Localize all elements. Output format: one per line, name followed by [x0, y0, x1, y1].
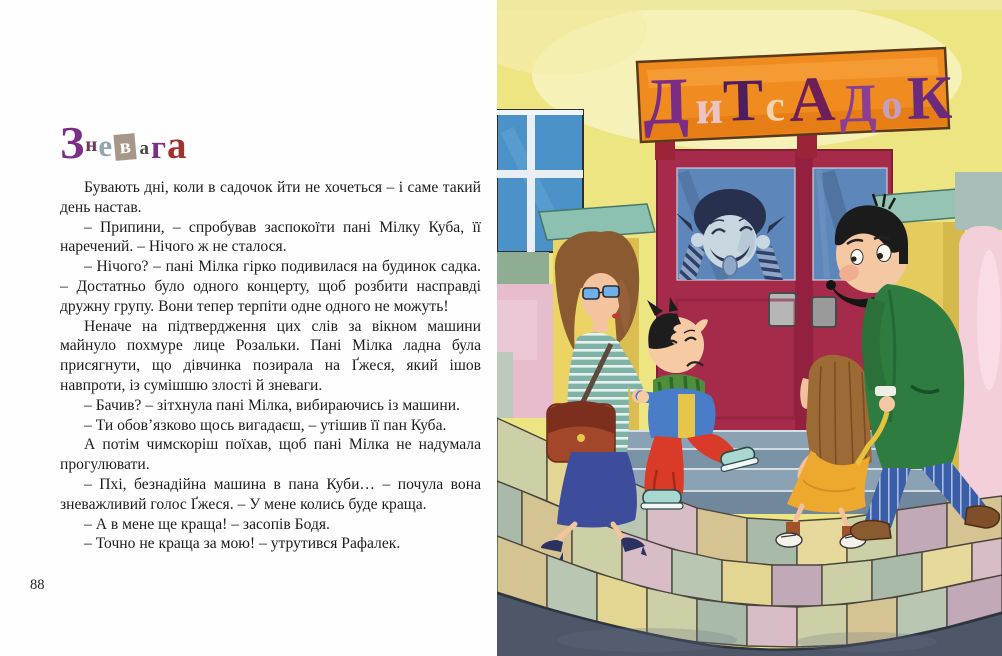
title-letter: а	[139, 138, 149, 159]
paragraph: Бувають дні, коли в садочок йти не хочеться – і саме такий день настав.	[60, 179, 481, 216]
chapter-title	[60, 117, 481, 168]
door-handle	[769, 293, 796, 326]
sign-letter: о	[880, 82, 903, 129]
paragraph: А потім чимскоріш поїхав, щоб пані Мілка не надумала прогулювати.	[60, 436, 481, 474]
boot	[851, 521, 891, 540]
sign-letter: с	[764, 81, 786, 131]
paragraph: – Нічого? – пані Мілка гірко подивилася на будинок садка. – Достатньо було одного концерту, щоб розбити насправді дружну групу. Вони тепер терпіти одне одного не можуть!	[60, 258, 481, 315]
paragraph: – Бачив? – зітхнула пані Мілка, вибираючись із машини.	[84, 396, 460, 414]
right-page	[497, 0, 1002, 656]
paragraph: – Ти обов’язково щось вигадаєш, – утішив її пан Куба.	[84, 416, 447, 434]
title-letter: в	[114, 133, 138, 161]
paragraph: Неначе на підтвердження цих слів за вікном машини майнуло похмуре лице Розальки. Пані Мілка ладна була присягнути, що дівчинка позирала на Ґжеся, який ішов навпроти, із сумішшю злості й зневаги.	[60, 317, 481, 394]
paragraph: – Пхі, безнадійна машина в пана Куби… – почула вона зневажливий голос Ґжеся. – У мене колись буде краща.	[60, 475, 481, 513]
sign-letter: К	[906, 63, 953, 133]
door-handle	[812, 297, 836, 327]
pink-wall	[497, 284, 553, 418]
title-letter: З	[60, 117, 85, 168]
sign-letter: Т	[722, 66, 765, 134]
sign-letter: Д	[642, 64, 690, 139]
boot	[965, 506, 999, 528]
sneaker	[641, 490, 683, 509]
sign-letter: и	[694, 80, 724, 135]
title-letter: е	[98, 128, 113, 163]
title-letter: н	[85, 132, 98, 156]
title-letter: а	[167, 124, 187, 167]
sign-letter: Д	[838, 72, 878, 134]
sign-letter: А	[788, 62, 837, 136]
girl-shoe	[776, 533, 802, 547]
paragraph: – А в мене ще краща! – засопів Бодя.	[84, 515, 330, 533]
kindergarten-illustration	[497, 0, 1002, 656]
title-letter: г	[151, 130, 166, 166]
paragraph: – Точно не краща за мою! – утрутився Рафалек.	[84, 535, 401, 553]
story-text-block	[60, 117, 481, 554]
green-wall-band	[497, 252, 549, 284]
left-page	[0, 0, 497, 656]
paragraph: – Припини, – спробував заспокоїти пані Мілку Куба, її наречений. – Нічого ж не сталося.	[60, 218, 481, 256]
kindergarten-sign	[637, 48, 953, 142]
glasses	[583, 288, 599, 299]
teal-block	[955, 172, 1002, 230]
page-number: 88	[30, 577, 45, 593]
